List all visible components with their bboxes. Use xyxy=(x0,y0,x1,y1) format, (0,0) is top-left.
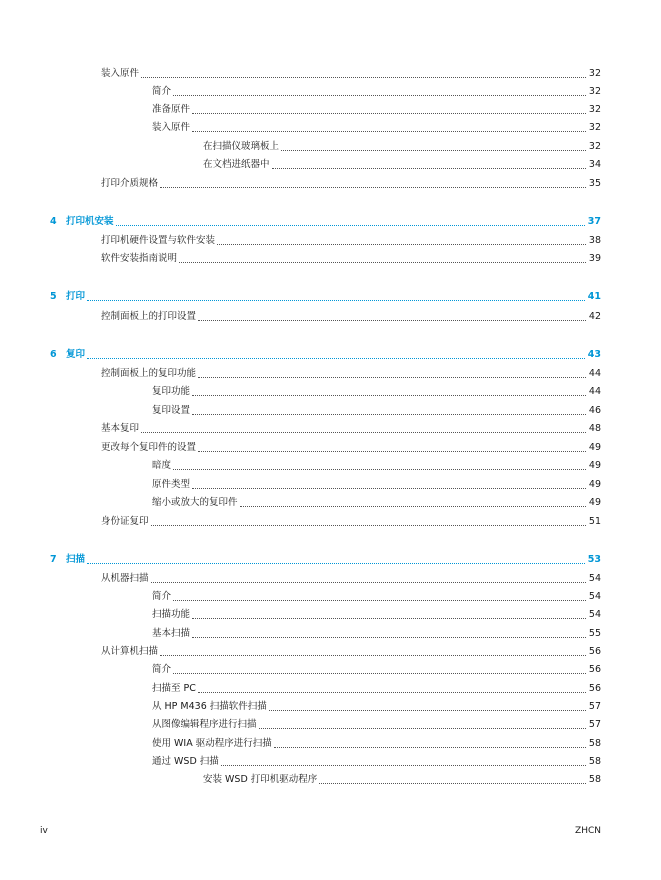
toc-entry-title xyxy=(152,459,173,473)
toc-page-number: 51 xyxy=(588,516,601,527)
toc-entry-text: 从 HP M436 扫描软件扫描 xyxy=(152,701,267,712)
dot-leader xyxy=(269,710,586,711)
toc-entry-text: 软件安装指南说明 xyxy=(101,253,178,264)
toc-page-number: 58 xyxy=(588,774,601,785)
toc-page-number: 53 xyxy=(587,554,601,565)
toc-entry-title xyxy=(152,755,221,769)
toc-entry-text: 复印 xyxy=(66,349,86,360)
toc-entry[interactable] xyxy=(152,121,601,135)
toc-entry-text: 简介 xyxy=(152,664,172,675)
toc-page-number: 32 xyxy=(588,104,601,115)
toc-entry-title xyxy=(152,663,173,677)
toc-page-number: 41 xyxy=(587,291,601,302)
dot-leader xyxy=(192,488,586,489)
toc-entry-title xyxy=(101,367,198,381)
toc-page-number: 49 xyxy=(588,479,601,490)
toc-entry-title xyxy=(152,608,192,622)
toc-entry[interactable] xyxy=(152,627,601,641)
toc-entry-title xyxy=(203,773,319,787)
dot-leader xyxy=(192,414,586,415)
footer-locale: ZHCN xyxy=(575,826,601,836)
dot-leader xyxy=(173,600,586,601)
toc-chapter-entry[interactable] xyxy=(50,348,601,362)
toc-entry[interactable] xyxy=(152,85,601,99)
dot-leader xyxy=(198,377,586,378)
toc-entry-text: 装入原件 xyxy=(101,68,140,79)
toc-entry-title xyxy=(101,310,198,324)
toc-entry[interactable] xyxy=(152,459,601,473)
toc-entry-text: 复印设置 xyxy=(152,405,191,416)
dot-leader xyxy=(221,765,586,766)
toc-page-number: 55 xyxy=(588,628,601,639)
toc-page-number: 57 xyxy=(588,719,601,730)
toc-page-number: 37 xyxy=(587,216,601,227)
dot-leader xyxy=(192,131,586,132)
chapter-number: 6 xyxy=(50,349,57,360)
toc-page-number: 44 xyxy=(588,386,601,397)
toc-entry-title xyxy=(203,140,281,154)
toc-entry[interactable] xyxy=(152,682,601,696)
chapter-number: 7 xyxy=(50,554,57,565)
toc-entry[interactable] xyxy=(203,773,601,787)
toc-entry-title xyxy=(101,422,141,436)
toc-page-number: 42 xyxy=(588,311,601,322)
toc-page-number: 49 xyxy=(588,460,601,471)
chapter-number: 5 xyxy=(50,291,57,302)
dot-leader xyxy=(198,692,586,693)
toc-entry-text: 打印介质规格 xyxy=(101,178,159,189)
toc-entry-title xyxy=(50,553,87,567)
dot-leader xyxy=(272,168,586,169)
toc-entry[interactable] xyxy=(203,158,601,172)
dot-leader xyxy=(179,262,586,263)
toc-page-number: 32 xyxy=(588,122,601,133)
toc-page-number: 57 xyxy=(588,701,601,712)
toc-page-number: 56 xyxy=(588,646,601,657)
toc-entry-text: 更改每个复印件的设置 xyxy=(101,442,197,453)
dot-leader xyxy=(116,225,585,226)
toc-entry-text: 暗度 xyxy=(152,460,172,471)
toc-page-number: 44 xyxy=(588,368,601,379)
toc-entry[interactable] xyxy=(101,234,601,248)
toc-entry[interactable] xyxy=(152,663,601,677)
dot-leader xyxy=(87,358,585,359)
toc-entry-title xyxy=(101,441,198,455)
toc-entry[interactable] xyxy=(101,367,601,381)
toc-entry-title xyxy=(152,627,192,641)
toc-entry-text: 控制面板上的复印功能 xyxy=(101,368,197,379)
toc-entry-text: 扫描功能 xyxy=(152,609,191,620)
toc-entry-title xyxy=(101,645,160,659)
toc-entry[interactable] xyxy=(152,496,601,510)
toc-entry-text: 复印功能 xyxy=(152,386,191,397)
toc-entry-title xyxy=(152,590,173,604)
toc-entry-text: 基本复印 xyxy=(101,423,140,434)
dot-leader xyxy=(192,637,586,638)
toc-entry-text: 控制面板上的打印设置 xyxy=(101,311,197,322)
dot-leader xyxy=(259,728,586,729)
dot-leader xyxy=(217,244,586,245)
toc-entry[interactable] xyxy=(152,404,601,418)
toc-page-number: 43 xyxy=(587,349,601,360)
toc-entry[interactable] xyxy=(101,177,601,191)
toc-page-number: 54 xyxy=(588,591,601,602)
toc-page-number: 32 xyxy=(588,141,601,152)
dot-leader xyxy=(198,320,586,321)
toc-entry-title xyxy=(152,700,269,714)
toc-entry-title xyxy=(101,515,151,529)
toc-entry-text: 在扫描仪玻璃板上 xyxy=(203,141,280,152)
toc-entry-text: 基本扫描 xyxy=(152,628,191,639)
toc-entry[interactable] xyxy=(152,478,601,492)
toc-entry-title xyxy=(152,404,192,418)
toc-entry-text: 打印机安装 xyxy=(66,216,114,227)
toc-page-number: 56 xyxy=(588,683,601,694)
toc-entry-title xyxy=(152,737,274,751)
toc-entry[interactable] xyxy=(152,385,601,399)
toc-entry-text: 扫描至 PC xyxy=(152,683,196,694)
dot-leader xyxy=(151,582,586,583)
toc-chapter-entry[interactable] xyxy=(50,553,601,567)
toc-page-number: 32 xyxy=(588,68,601,79)
toc-entry-text: 从图像编辑程序进行扫描 xyxy=(152,719,257,730)
toc-entry[interactable] xyxy=(101,515,601,529)
dot-leader xyxy=(151,525,586,526)
toc-entry-title xyxy=(101,177,160,191)
dot-leader xyxy=(192,113,586,114)
toc-entry[interactable] xyxy=(101,310,601,324)
toc-page-number: 46 xyxy=(588,405,601,416)
dot-leader xyxy=(319,783,586,784)
dot-leader xyxy=(240,506,586,507)
toc-entry[interactable] xyxy=(152,590,601,604)
toc-entry[interactable] xyxy=(152,737,601,751)
toc-entry-title xyxy=(152,496,240,510)
toc-entry-text: 安装 WSD 打印机驱动程序 xyxy=(203,774,318,785)
toc-entry-title xyxy=(152,718,259,732)
dot-leader xyxy=(281,150,586,151)
dot-leader xyxy=(160,655,586,656)
toc-entry-title xyxy=(101,252,179,266)
dot-leader xyxy=(274,747,586,748)
toc-entry-title xyxy=(101,572,151,586)
toc-entry-text: 打印机硬件设置与软件安装 xyxy=(101,235,216,246)
dot-leader xyxy=(87,563,585,564)
toc-entry-text: 从计算机扫描 xyxy=(101,646,159,657)
toc-entry-text: 从机器扫描 xyxy=(101,573,149,584)
toc-entry[interactable] xyxy=(101,422,601,436)
toc-entry-title xyxy=(152,103,192,117)
toc-entry-text: 使用 WIA 驱动程序进行扫描 xyxy=(152,738,272,749)
toc-chapter-entry[interactable] xyxy=(50,290,601,304)
toc-entry-title xyxy=(152,121,192,135)
footer-page-number: iv xyxy=(40,826,48,836)
toc-entry-text: 在文档进纸器中 xyxy=(203,159,270,170)
toc-entry[interactable] xyxy=(152,718,601,732)
toc-entry-text: 扫描 xyxy=(66,554,86,565)
toc-entry-title xyxy=(152,682,198,696)
toc-entry-text: 准备原件 xyxy=(152,104,191,115)
toc-entry-title xyxy=(50,290,87,304)
toc-chapter-entry[interactable] xyxy=(50,215,601,229)
toc-page-number: 38 xyxy=(588,235,601,246)
toc-entry-text: 缩小或放大的复印件 xyxy=(152,497,238,508)
toc-page-number: 54 xyxy=(588,609,601,620)
toc-entry[interactable] xyxy=(101,572,601,586)
toc-entry-text: 通过 WSD 扫描 xyxy=(152,756,219,767)
dot-leader xyxy=(192,618,586,619)
toc-page-number: 58 xyxy=(588,738,601,749)
toc-entry[interactable] xyxy=(203,140,601,154)
dot-leader xyxy=(141,77,586,78)
toc-entry-title xyxy=(50,348,87,362)
toc-page-number: 58 xyxy=(588,756,601,767)
toc-entry[interactable] xyxy=(152,608,601,622)
dot-leader xyxy=(173,469,586,470)
dot-leader xyxy=(198,451,586,452)
toc-entry-text: 打印 xyxy=(66,291,86,302)
toc-entry-title xyxy=(50,215,116,229)
toc-entry[interactable] xyxy=(101,67,601,81)
dot-leader xyxy=(141,432,586,433)
toc-entry-text: 身份证复印 xyxy=(101,516,149,527)
toc-entry-text: 原件类型 xyxy=(152,479,191,490)
toc-entry-title xyxy=(152,85,173,99)
toc-entry[interactable] xyxy=(152,103,601,117)
toc-page-number: 49 xyxy=(588,497,601,508)
dot-leader xyxy=(173,95,586,96)
dot-leader xyxy=(192,395,586,396)
toc-entry-text: 简介 xyxy=(152,591,172,602)
dot-leader xyxy=(173,673,586,674)
chapter-number: 4 xyxy=(50,216,57,227)
toc-entry-title xyxy=(101,67,141,81)
dot-leader xyxy=(160,187,586,188)
toc-page-number: 34 xyxy=(588,159,601,170)
toc-page-number: 56 xyxy=(588,664,601,675)
dot-leader xyxy=(87,300,585,301)
toc-page-number: 48 xyxy=(588,423,601,434)
toc-entry[interactable] xyxy=(101,252,601,266)
toc-page-number: 54 xyxy=(588,573,601,584)
toc-entry[interactable] xyxy=(152,755,601,769)
toc-entry-title xyxy=(152,478,192,492)
toc-entry[interactable] xyxy=(101,645,601,659)
toc-entry-title xyxy=(152,385,192,399)
toc-page-number: 32 xyxy=(588,86,601,97)
toc-page-number: 35 xyxy=(588,178,601,189)
toc-entry-title xyxy=(101,234,217,248)
toc-page-number: 39 xyxy=(588,253,601,264)
toc-entry-title xyxy=(203,158,272,172)
toc-entry-text: 简介 xyxy=(152,86,172,97)
toc-entry-text: 装入原件 xyxy=(152,122,191,133)
toc-entry[interactable] xyxy=(101,441,601,455)
toc-page-number: 49 xyxy=(588,442,601,453)
toc-entry[interactable] xyxy=(152,700,601,714)
